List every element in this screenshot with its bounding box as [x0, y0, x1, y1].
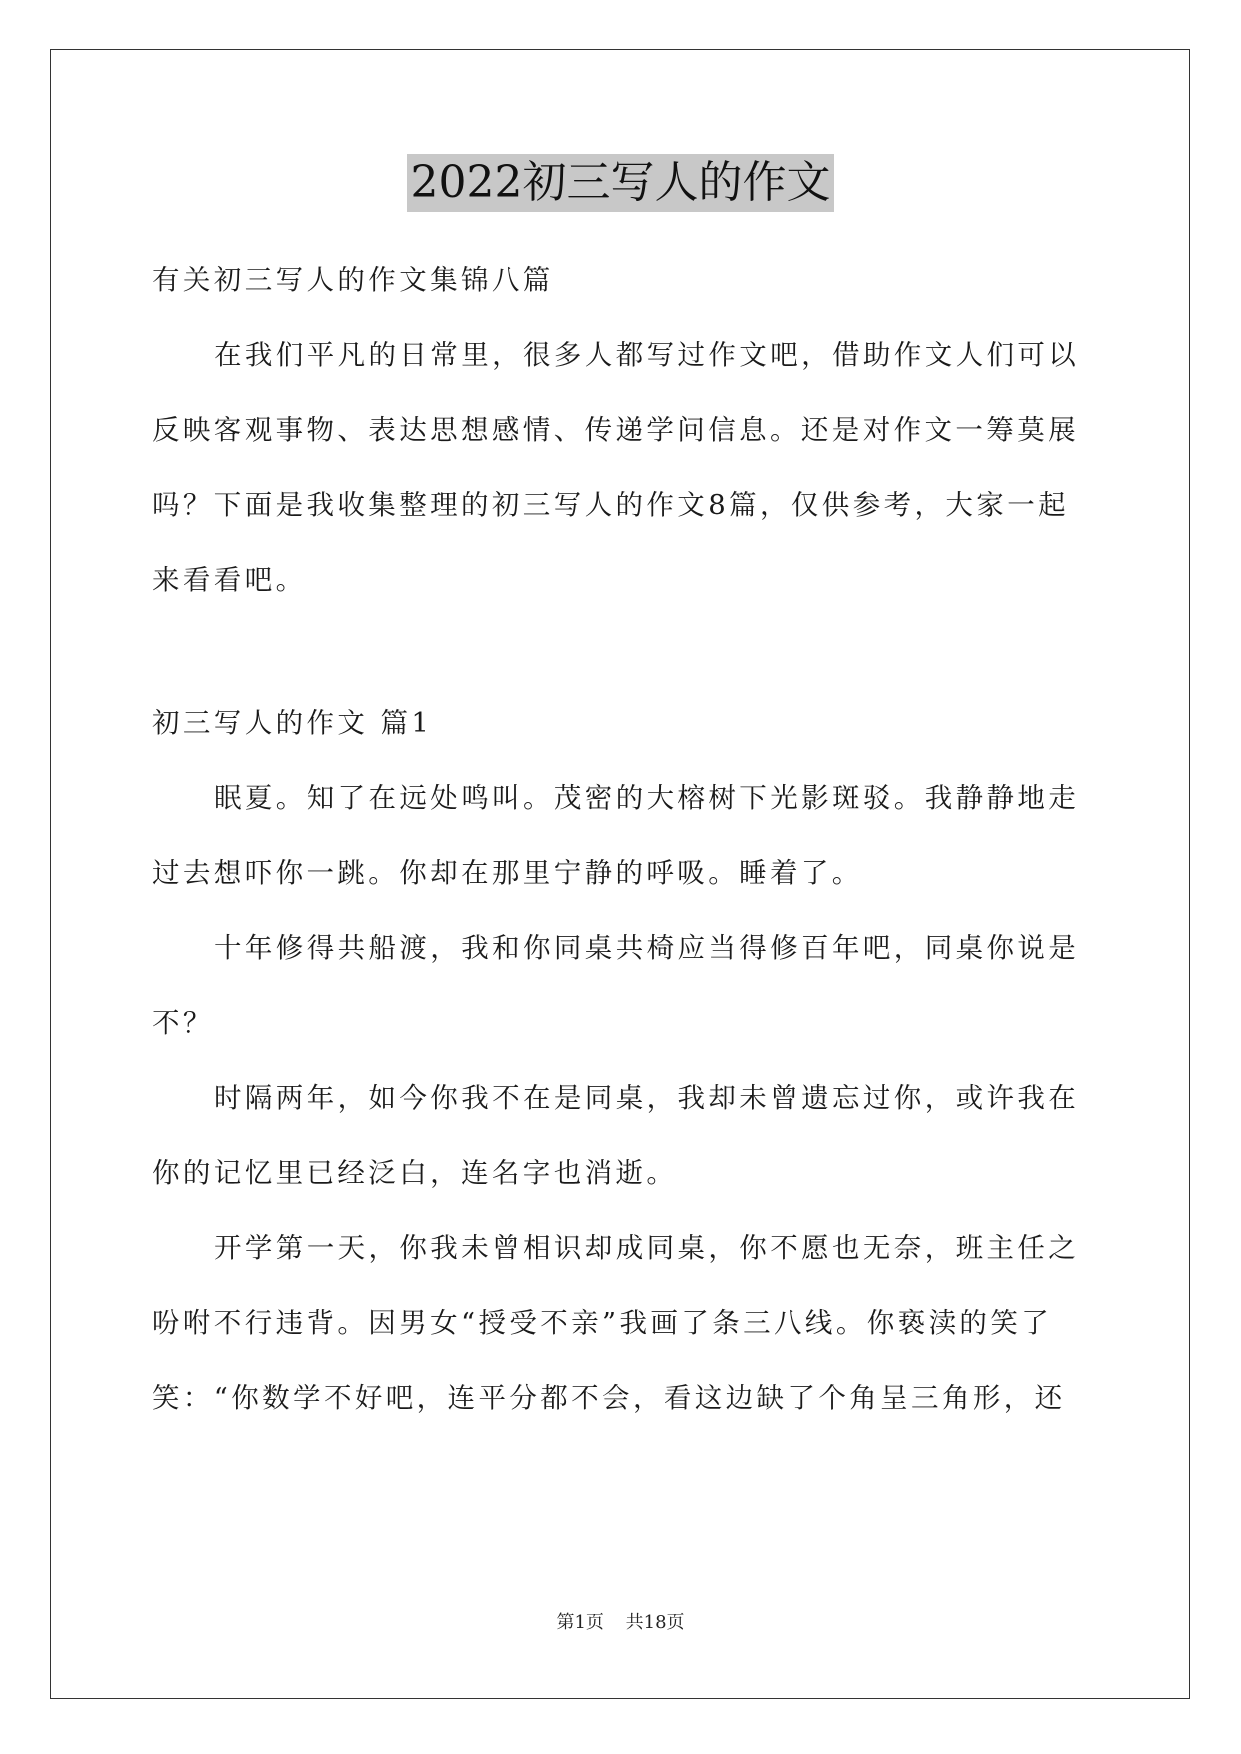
body-line: 时隔两年，如今你我不在是同桌，我却未曾遗忘过你，或许我在: [214, 1082, 1080, 1114]
body-line: 过去想吓你一跳。你却在那里宁静的呼吸。睡着了。: [152, 857, 863, 889]
intro-line: 来看看吧。: [152, 564, 307, 596]
body-line: 不？: [152, 1007, 214, 1039]
body-line: 笑：“你数学不好吧，连平分都不会，看这边缺了个角呈三角形，还: [152, 1382, 1066, 1414]
title-container: [0, 154, 1241, 212]
intro-line: 吗？下面是我收集整理的初三写人的作文8篇，仅供参考，大家一起: [152, 489, 1069, 521]
body-line: 你的记忆里已经泛白，连名字也消逝。: [152, 1157, 678, 1189]
page-number: 第1页: [556, 1612, 604, 1633]
body-line: 眠夏。知了在远处鸣叫。茂密的大榕树下光影斑驳。我静静地走: [214, 782, 1080, 814]
document-title: 2022初三写人的作文: [407, 154, 835, 212]
intro-line: 反映客观事物、表达思想感情、传递学问信息。还是对作文一筹莫展: [152, 414, 1079, 446]
page-total: 共18页: [625, 1612, 685, 1633]
page-footer: [0, 1608, 1241, 1634]
section-heading: 初三写人的作文 篇1: [152, 707, 433, 739]
body-line: 开学第一天，你我未曾相识却成同桌，你不愿也无奈，班主任之: [214, 1232, 1080, 1264]
subtitle: 有关初三写人的作文集锦八篇: [152, 264, 554, 296]
body-line: 吩咐不行违背。因男女“授受不亲”我画了条三八线。你亵渎的笑了: [152, 1307, 1053, 1339]
intro-line: 在我们平凡的日常里，很多人都写过作文吧，借助作文人们可以: [214, 339, 1080, 371]
body-line: 十年修得共船渡，我和你同桌共椅应当得修百年吧，同桌你说是: [214, 932, 1080, 964]
